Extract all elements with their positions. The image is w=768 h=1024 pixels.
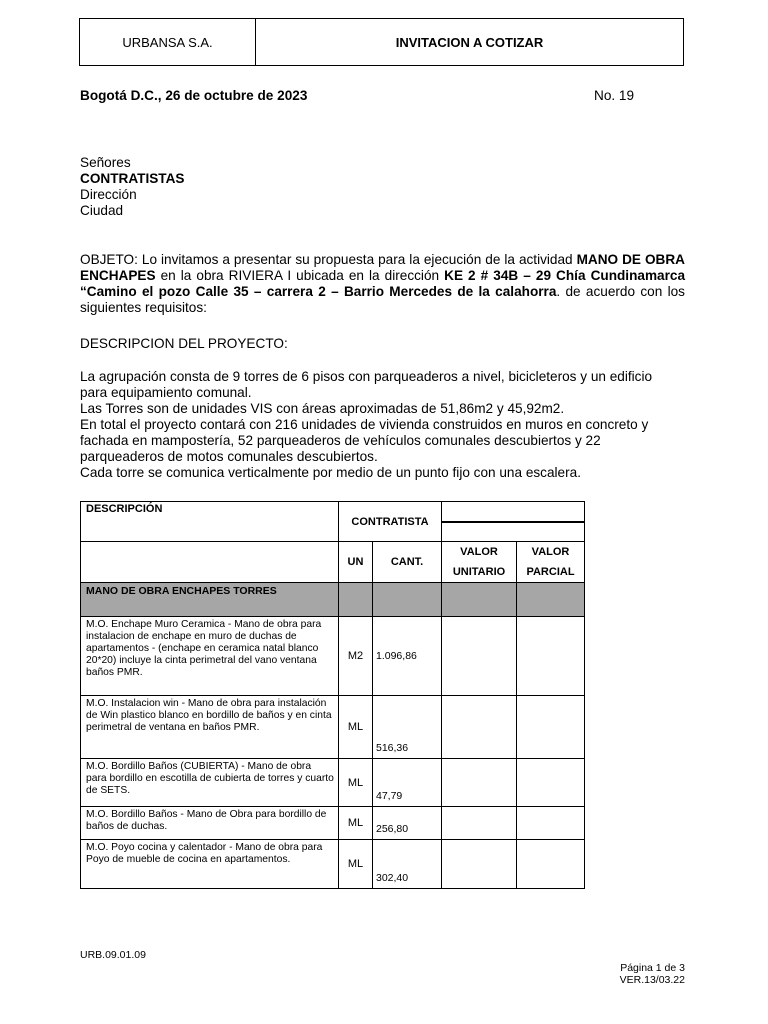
item-description: M.O. Bordillo Baños - Mano de Obra para bordillo de baños de duchas. [81,807,339,840]
column-header-valor-parcial [517,542,585,583]
item-unit: ML [339,759,373,807]
addressee-salutation: Señores [80,155,131,170]
item-unit: ML [339,840,373,889]
table-row [81,617,585,696]
objeto-activity: MANO DE OBRA ENCHAPES [80,252,685,283]
item-unit-value [442,840,517,889]
header-blank-cell [442,522,585,542]
column-header-un: UN [339,542,373,583]
footer-page-info [620,962,685,986]
objeto-text-2: en la obra RIVIERA I ubicada en la dirección [155,268,445,283]
item-quantity: 256,80 [373,807,442,840]
addressee-city: Ciudad [80,203,124,218]
item-unit-value [442,617,517,696]
item-unit-value [442,807,517,840]
project-paragraph: Cada torre se comunica verticalmente por medio de un punto fijo con una escalera. [80,465,581,480]
column-header-valor-parcial-line1: VALOR [531,546,570,558]
table-row [81,759,585,807]
document-number: No. 19 [594,88,635,103]
table-row [81,696,585,759]
item-partial-value [517,696,585,759]
section-row [81,583,585,617]
item-partial-value [517,807,585,840]
item-quantity: 302,40 [373,840,442,889]
header-title: INVITACION A COTIZAR [395,34,544,50]
item-unit: ML [339,696,373,759]
item-description: M.O. Bordillo Baños (CUBIERTA) - Mano de obra para bordillo en escotilla de cubierta de torres y cuarto de SETS. [81,759,339,807]
project-description [80,369,680,481]
column-header-contratista: CONTRATISTA [339,502,442,542]
addressee-block [80,155,184,219]
item-partial-value [517,617,585,696]
item-description: M.O. Instalacion win - Mano de obra para instalación de Win plastico blanco en bordillo de baños y en cinta perimetral de ventana en baños PMR. [81,696,339,759]
project-paragraph: Las Torres son de unidades VIS con áreas aproximadas de 51,86m2 y 45,92m2. [80,401,565,416]
table-row [81,840,585,889]
page-number: Página 1 de 3 [620,962,685,974]
item-quantity: 47,79 [373,759,442,807]
addressee-address: Dirección [80,187,137,202]
header-desc-spacer [81,542,339,583]
date-line: Bogotá D.C., 26 de octubre de 2023 [80,88,308,103]
item-unit: M2 [339,617,373,696]
item-description: M.O. Poyo cocina y calentador - Mano de obra para Poyo de mueble de cocina en apartamentos. [81,840,339,889]
quote-table [80,501,585,889]
objeto-text-1: OBJETO: Lo invitamos a presentar su propuesta para la ejecución de la actividad [80,252,577,267]
column-header-valor-unitario-line2: UNITARIO [452,566,506,578]
project-paragraph: En total el proyecto contará con 216 unidades de vivienda construidos en muros en concreto y fachada en mampostería, 52 parqueaderos de vehículos comunales descubiertos y 22 parqueaderos de motos comunales descubiertos. [80,417,649,464]
item-unit-value [442,759,517,807]
column-header-cant: CANT. [373,542,442,583]
project-description-title: DESCRIPCION DEL PROYECTO: [80,336,288,351]
document-header [79,18,684,66]
column-header-valor-unitario [442,542,517,583]
objeto-text-3: . de acuerdo con los siguientes requisitos: [80,284,685,315]
column-header-descripcion: DESCRIPCIÓN [81,502,339,542]
table-header-row [81,502,585,522]
column-header-valor-parcial-line2: PARCIAL [526,566,575,578]
item-quantity: 1.096,86 [373,617,442,696]
objeto-address: KE 2 # 34B – 29 Chía Cundinamarca “Camino el pozo Calle 35 – carrera 2 – Barrio Mercedes de la calahorra [80,268,685,299]
objeto-paragraph [80,252,685,316]
item-partial-value [517,840,585,889]
column-header-valor-unitario-line1: VALOR [460,546,498,558]
addressee-name: CONTRATISTAS [80,171,185,186]
footer-code: URB.09.01.09 [80,949,146,961]
header-blank-cell [442,502,585,522]
header-company: URBANSA S.A. [80,19,256,65]
footer-version: VER.13/03.22 [619,974,685,986]
item-unit-value [442,696,517,759]
item-partial-value [517,759,585,807]
item-unit: ML [339,807,373,840]
item-quantity: 516,36 [373,696,442,759]
item-description: M.O. Enchape Muro Ceramica - Mano de obra para instalacion de enchape en muro de duchas de apartamentos - (enchape en ceramica natal blanco 20*20) incluye la cinta perimetral del vano ventana baños PMR. [81,617,339,696]
table-row [81,807,585,840]
table-subheader-row [81,542,585,583]
project-paragraph: La agrupación consta de 9 torres de 6 pisos con parqueaderos a nivel, bicicleteros y un edificio para equipamiento comunal. [80,369,653,400]
section-label: MANO DE OBRA ENCHAPES TORRES [81,583,339,617]
